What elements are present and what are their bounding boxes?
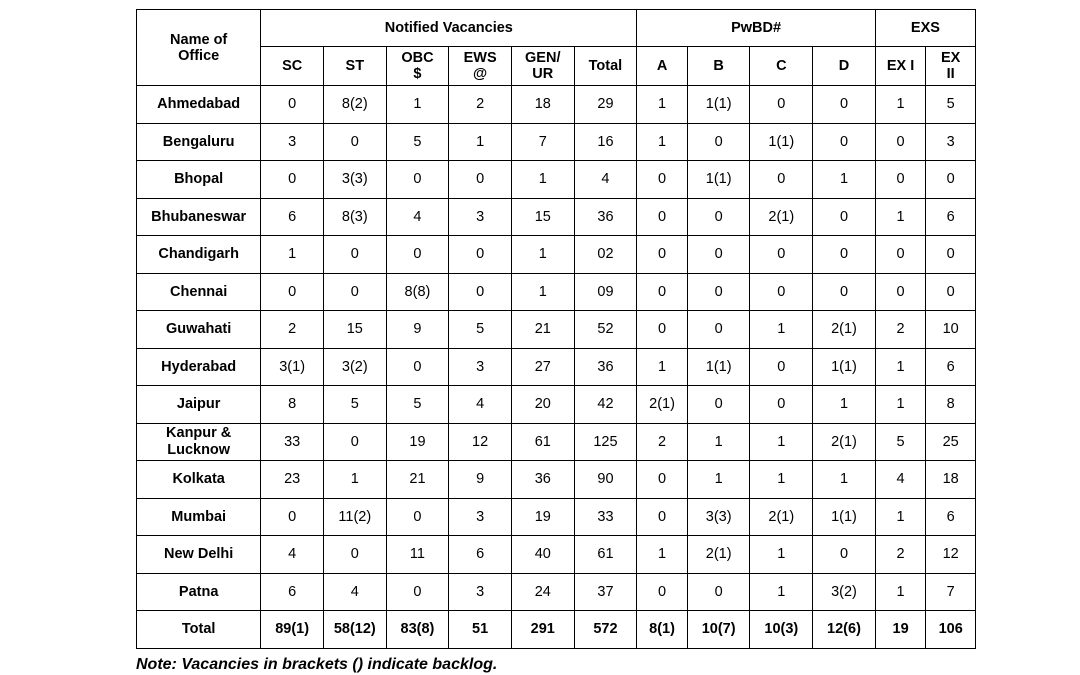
value-cell: 24 — [511, 573, 574, 611]
column-header: Total — [574, 47, 637, 86]
value-cell: 3 — [449, 348, 512, 386]
value-cell: 2 — [637, 423, 688, 461]
value-cell: 7 — [511, 123, 574, 161]
value-cell: 15 — [511, 198, 574, 236]
value-cell: 36 — [511, 461, 574, 499]
value-cell: 1 — [637, 536, 688, 574]
value-cell: 4 — [323, 573, 386, 611]
value-cell: 0 — [449, 161, 512, 199]
office-name-cell: Hyderabad — [137, 348, 261, 386]
value-cell: 52 — [574, 311, 637, 349]
value-cell: 1 — [750, 311, 813, 349]
value-cell: 4 — [449, 386, 512, 424]
value-cell: 1 — [875, 348, 926, 386]
value-cell: 7 — [926, 573, 976, 611]
value-cell: 8 — [926, 386, 976, 424]
value-cell: 33 — [574, 498, 637, 536]
value-cell: 0 — [323, 236, 386, 274]
value-cell: 1 — [750, 461, 813, 499]
value-cell: 0 — [926, 161, 976, 199]
table-row — [137, 423, 976, 461]
column-header: ST — [323, 47, 386, 86]
value-cell: 2(1) — [687, 536, 750, 574]
value-cell: 1 — [750, 536, 813, 574]
office-name-cell: New Delhi — [137, 536, 261, 574]
value-cell: 1(1) — [687, 161, 750, 199]
value-cell: 0 — [323, 536, 386, 574]
table-row — [137, 348, 976, 386]
value-cell: 0 — [637, 498, 688, 536]
value-cell: 6 — [261, 573, 324, 611]
value-cell: 1 — [875, 86, 926, 124]
value-cell: 3 — [449, 498, 512, 536]
value-cell: 8(2) — [323, 86, 386, 124]
office-name-cell: Jaipur — [137, 386, 261, 424]
value-cell: 1 — [875, 386, 926, 424]
value-cell: 0 — [261, 498, 324, 536]
value-cell: 25 — [926, 423, 976, 461]
column-header: A — [637, 47, 688, 86]
value-cell: 3(3) — [323, 161, 386, 199]
value-cell: 8(3) — [323, 198, 386, 236]
value-cell: 0 — [386, 498, 449, 536]
value-cell: 36 — [574, 198, 637, 236]
value-cell: 0 — [875, 273, 926, 311]
table-row — [137, 161, 976, 199]
value-cell: 1(1) — [687, 86, 750, 124]
total-value-cell: 10(7) — [687, 611, 750, 649]
value-cell: 0 — [687, 123, 750, 161]
office-name-cell: Kolkata — [137, 461, 261, 499]
value-cell: 3 — [449, 573, 512, 611]
value-cell: 15 — [323, 311, 386, 349]
value-cell: 1(1) — [813, 498, 876, 536]
value-cell: 1 — [637, 348, 688, 386]
value-cell: 0 — [813, 536, 876, 574]
total-value-cell: 8(1) — [637, 611, 688, 649]
table-row — [137, 461, 976, 499]
column-header: EX I — [875, 47, 926, 86]
total-value-cell: 51 — [449, 611, 512, 649]
office-name-cell: Bengaluru — [137, 123, 261, 161]
value-cell: 3 — [261, 123, 324, 161]
value-cell: 3 — [449, 198, 512, 236]
total-value-cell: 58(12) — [323, 611, 386, 649]
total-label-cell: Total — [137, 611, 261, 649]
office-name-cell: Mumbai — [137, 498, 261, 536]
value-cell: 1 — [875, 498, 926, 536]
value-cell: 1 — [813, 461, 876, 499]
value-cell: 16 — [574, 123, 637, 161]
value-cell: 18 — [511, 86, 574, 124]
value-cell: 0 — [386, 348, 449, 386]
office-name-cell: Bhopal — [137, 161, 261, 199]
value-cell: 1(1) — [813, 348, 876, 386]
value-cell: 1 — [687, 423, 750, 461]
value-cell: 6 — [449, 536, 512, 574]
value-cell: 20 — [511, 386, 574, 424]
office-name-cell: Patna — [137, 573, 261, 611]
value-cell: 0 — [750, 386, 813, 424]
value-cell: 0 — [637, 161, 688, 199]
value-cell: 6 — [926, 198, 976, 236]
value-cell: 0 — [637, 273, 688, 311]
value-cell: 0 — [926, 273, 976, 311]
notified-vacancies-group-header: Notified Vacancies — [261, 10, 637, 47]
value-cell: 5 — [449, 311, 512, 349]
value-cell: 2 — [875, 536, 926, 574]
value-cell: 0 — [926, 236, 976, 274]
value-cell: 0 — [449, 273, 512, 311]
value-cell: 10 — [926, 311, 976, 349]
value-cell: 0 — [687, 273, 750, 311]
value-cell: 0 — [637, 461, 688, 499]
value-cell: 0 — [449, 236, 512, 274]
office-name-cell: Guwahati — [137, 311, 261, 349]
value-cell: 1 — [637, 86, 688, 124]
office-name-cell: Chandigarh — [137, 236, 261, 274]
value-cell: 6 — [926, 348, 976, 386]
value-cell: 2(1) — [813, 311, 876, 349]
value-cell: 0 — [875, 161, 926, 199]
value-cell: 37 — [574, 573, 637, 611]
value-cell: 0 — [386, 236, 449, 274]
value-cell: 0 — [386, 161, 449, 199]
value-cell: 2(1) — [750, 498, 813, 536]
value-cell: 2 — [875, 311, 926, 349]
value-cell: 09 — [574, 273, 637, 311]
value-cell: 40 — [511, 536, 574, 574]
value-cell: 0 — [750, 273, 813, 311]
value-cell: 61 — [574, 536, 637, 574]
total-value-cell: 291 — [511, 611, 574, 649]
value-cell: 0 — [637, 198, 688, 236]
value-cell: 1 — [750, 423, 813, 461]
table-row — [137, 86, 976, 124]
value-cell: 0 — [687, 311, 750, 349]
value-cell: 0 — [323, 273, 386, 311]
column-header: OBC $ — [386, 47, 449, 86]
total-value-cell: 106 — [926, 611, 976, 649]
office-name-cell: Ahmedabad — [137, 86, 261, 124]
value-cell: 0 — [637, 573, 688, 611]
value-cell: 125 — [574, 423, 637, 461]
value-cell: 1 — [687, 461, 750, 499]
pwbd-group-header: PwBD# — [637, 10, 876, 47]
value-cell: 2 — [261, 311, 324, 349]
value-cell: 1 — [261, 236, 324, 274]
table-row — [137, 498, 976, 536]
value-cell: 1 — [323, 461, 386, 499]
value-cell: 8(8) — [386, 273, 449, 311]
total-value-cell: 572 — [574, 611, 637, 649]
total-value-cell: 12(6) — [813, 611, 876, 649]
value-cell: 2(1) — [637, 386, 688, 424]
value-cell: 6 — [926, 498, 976, 536]
value-cell: 1 — [511, 273, 574, 311]
value-cell: 9 — [449, 461, 512, 499]
office-column-header: Name of Office — [137, 10, 261, 86]
value-cell: 5 — [875, 423, 926, 461]
column-header: SC — [261, 47, 324, 86]
total-value-cell: 89(1) — [261, 611, 324, 649]
value-cell: 0 — [261, 161, 324, 199]
table-row — [137, 573, 976, 611]
column-header: EWS @ — [449, 47, 512, 86]
value-cell: 1 — [386, 86, 449, 124]
value-cell: 0 — [813, 123, 876, 161]
value-cell: 0 — [687, 236, 750, 274]
value-cell: 0 — [687, 386, 750, 424]
vacancy-table — [136, 9, 976, 649]
value-cell: 1 — [511, 236, 574, 274]
value-cell: 0 — [813, 86, 876, 124]
value-cell: 0 — [813, 236, 876, 274]
value-cell: 3(3) — [687, 498, 750, 536]
office-name-cell: Bhubaneswar — [137, 198, 261, 236]
value-cell: 2 — [449, 86, 512, 124]
value-cell: 0 — [637, 311, 688, 349]
value-cell: 61 — [511, 423, 574, 461]
value-cell: 0 — [813, 273, 876, 311]
table-row — [137, 273, 976, 311]
value-cell: 12 — [449, 423, 512, 461]
value-cell: 23 — [261, 461, 324, 499]
column-header: GEN/ UR — [511, 47, 574, 86]
value-cell: 18 — [926, 461, 976, 499]
value-cell: 27 — [511, 348, 574, 386]
value-cell: 3(2) — [323, 348, 386, 386]
exs-group-header: EXS — [875, 10, 975, 47]
value-cell: 1 — [637, 123, 688, 161]
value-cell: 12 — [926, 536, 976, 574]
value-cell: 33 — [261, 423, 324, 461]
total-value-cell: 10(3) — [750, 611, 813, 649]
value-cell: 02 — [574, 236, 637, 274]
table-row — [137, 236, 976, 274]
value-cell: 5 — [323, 386, 386, 424]
value-cell: 11(2) — [323, 498, 386, 536]
value-cell: 29 — [574, 86, 637, 124]
value-cell: 19 — [511, 498, 574, 536]
value-cell: 4 — [574, 161, 637, 199]
value-cell: 3(1) — [261, 348, 324, 386]
value-cell: 0 — [875, 236, 926, 274]
value-cell: 0 — [813, 198, 876, 236]
value-cell: 4 — [386, 198, 449, 236]
value-cell: 1(1) — [750, 123, 813, 161]
office-name-cell: Chennai — [137, 273, 261, 311]
value-cell: 0 — [750, 236, 813, 274]
value-cell: 1 — [511, 161, 574, 199]
value-cell: 0 — [687, 573, 750, 611]
value-cell: 4 — [261, 536, 324, 574]
value-cell: 0 — [750, 161, 813, 199]
value-cell: 21 — [511, 311, 574, 349]
value-cell: 5 — [926, 86, 976, 124]
value-cell: 1 — [813, 386, 876, 424]
table-row — [137, 198, 976, 236]
value-cell: 2(1) — [750, 198, 813, 236]
value-cell: 1 — [750, 573, 813, 611]
table-row — [137, 536, 976, 574]
value-cell: 36 — [574, 348, 637, 386]
value-cell: 0 — [750, 86, 813, 124]
value-cell: 5 — [386, 123, 449, 161]
column-header: EX II — [926, 47, 976, 86]
value-cell: 1(1) — [687, 348, 750, 386]
value-cell: 0 — [261, 273, 324, 311]
value-cell: 42 — [574, 386, 637, 424]
value-cell: 0 — [687, 198, 750, 236]
value-cell: 0 — [323, 123, 386, 161]
value-cell: 5 — [386, 386, 449, 424]
value-cell: 3(2) — [813, 573, 876, 611]
value-cell: 0 — [750, 348, 813, 386]
value-cell: 0 — [386, 573, 449, 611]
value-cell: 1 — [875, 573, 926, 611]
value-cell: 8 — [261, 386, 324, 424]
value-cell: 90 — [574, 461, 637, 499]
column-header: D — [813, 47, 876, 86]
value-cell: 0 — [637, 236, 688, 274]
value-cell: 4 — [875, 461, 926, 499]
value-cell: 1 — [813, 161, 876, 199]
value-cell: 0 — [261, 86, 324, 124]
value-cell: 2(1) — [813, 423, 876, 461]
value-cell: 1 — [449, 123, 512, 161]
total-row — [137, 611, 976, 649]
value-cell: 11 — [386, 536, 449, 574]
value-cell: 0 — [323, 423, 386, 461]
table-row — [137, 386, 976, 424]
office-name-cell: Kanpur & Lucknow — [137, 423, 261, 461]
total-value-cell: 19 — [875, 611, 926, 649]
value-cell: 21 — [386, 461, 449, 499]
value-cell: 6 — [261, 198, 324, 236]
column-header: B — [687, 47, 750, 86]
backlog-note: Note: Vacancies in brackets () indicate backlog. — [136, 656, 498, 673]
column-header: C — [750, 47, 813, 86]
value-cell: 3 — [926, 123, 976, 161]
table-row — [137, 311, 976, 349]
table-row — [137, 123, 976, 161]
value-cell: 0 — [875, 123, 926, 161]
value-cell: 19 — [386, 423, 449, 461]
value-cell: 9 — [386, 311, 449, 349]
total-value-cell: 83(8) — [386, 611, 449, 649]
value-cell: 1 — [875, 198, 926, 236]
